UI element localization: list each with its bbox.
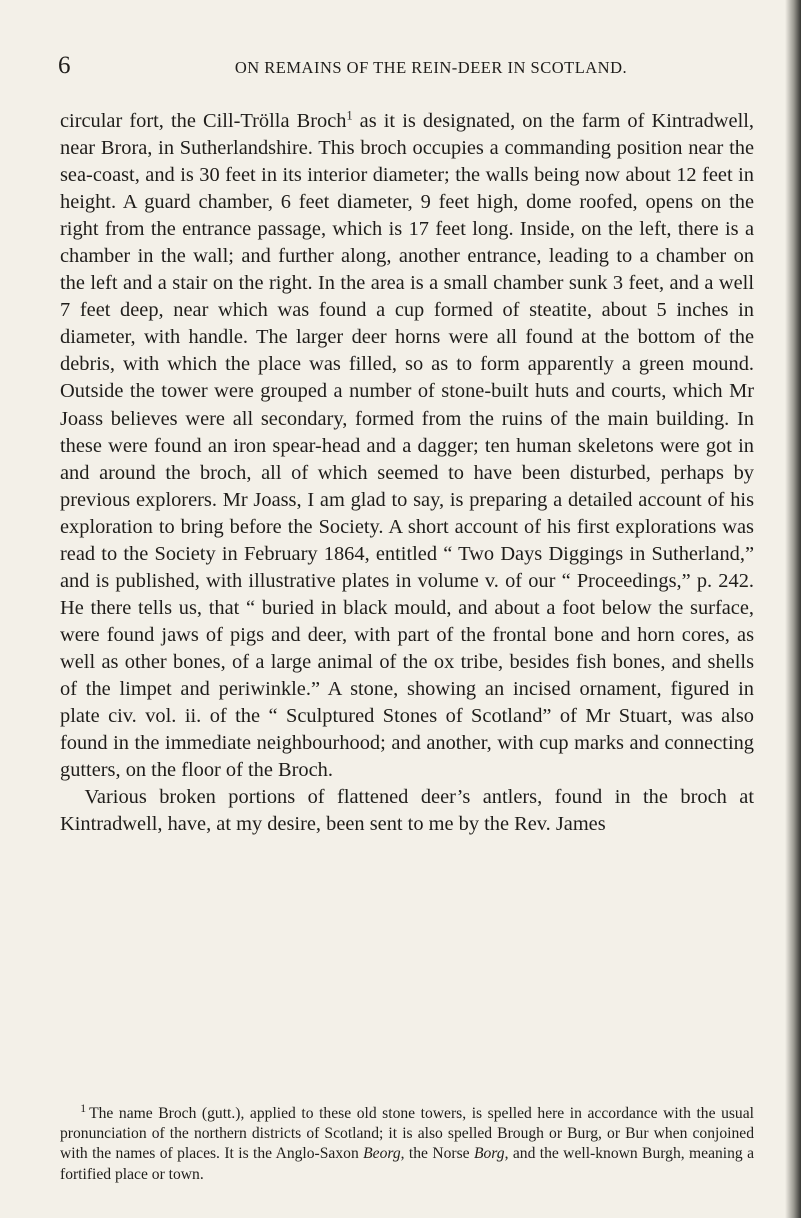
footnote-reference: 1 — [346, 108, 353, 123]
footnote-term-borg: Borg — [473, 1145, 505, 1163]
page-header — [58, 52, 748, 80]
footnote — [60, 1104, 754, 1185]
paragraph-2: Various broken portions of flattened deer’s antlers, found in the broch at Kintradwell, have, at my desire, been sent to me by the Rev. James — [60, 786, 754, 836]
footnote-part-1: The name Broch (gutt.), applied to these old stone towers, is spelled here in accordance with the usual pronunciation of the northern districts of Scotland; it is also spelled Brough or Burg, or Bur when conjoined with the names of places. It is the Anglo-Saxon — [60, 1105, 754, 1163]
paragraph-1 — [60, 108, 754, 784]
footnote-part-3: , and the well-known Burgh, meaning a fortified place or town. — [60, 1145, 755, 1183]
footnote-part-2: , the Norse — [400, 1145, 474, 1163]
paragraph-1-rest: as it is designated, on the farm of Kintradwell, near Brora, in Sutherlandshire. This broch occupies a commanding position near the sea-coast, and is 30 feet in its interior diameter; the walls being now about 12 feet in height. A guard chamber, 6 feet diameter, 9 feet high, dome roofed, opens on the right from the entrance passage, which is 17 feet long. Inside, on the left, there is a chamber in the wall; and further along, another entrance, leading to a chamber on the left and a stair on the right. In the area is a small chamber sunk 3 feet, and a well 7 feet deep, near which was found a cup formed of steatite, about 5 inches in diameter, with handle. The larger deer horns were all found at the bottom of the debris, with which the place was filled, so as to form apparently a green mound. Outside the tower were grouped a number of stone-built huts and courts, which Mr Joass believes were all secondary, formed from the ruins of the main building. In these were found an iron spear-head and a dagger; ten human skeletons were got in and around the broch, all of which seemed to have been disturbed, perhaps by previous explorers. Mr Joass, I am glad to say, is preparing a detailed account of his exploration to bring before the Society. A short account of his first explorations was read to the Society in February 1864, entitled “ Two Days Diggings in Sutherland,” and is published, with illustrative plates in volume v. of our “ Proceedings,” p. 242. He there tells us, that “ buried in black mould, and about a foot below the surface, were found jaws of pigs and deer, with part of the frontal bone and horn cores, as well as other bones, of a large animal of the ox tribe, besides fish bones, and shells of the limpet and periwinkle.” A stone, showing an incised ornament, figured in plate civ. vol. ii. of the “ Sculptured Stones of Scotland” of Mr Stuart, was also found in the immediate neighbourhood; and another, with cup marks and connecting gutters, on the floor of the Broch. — [60, 110, 754, 782]
footnote-text — [60, 1104, 754, 1185]
paragraph-1-start: circular fort, the Cill-Trölla Broch — [60, 110, 347, 132]
running-title: ON REMAINS OF THE REIN-DEER IN SCOTLAND. — [234, 58, 628, 77]
page-edge-shadow — [785, 0, 801, 1218]
main-text — [60, 108, 754, 838]
footnote-marker: 1 — [80, 1102, 87, 1116]
footnote-term-beorg: Beorg — [363, 1145, 401, 1163]
page-number: 6 — [58, 52, 71, 79]
